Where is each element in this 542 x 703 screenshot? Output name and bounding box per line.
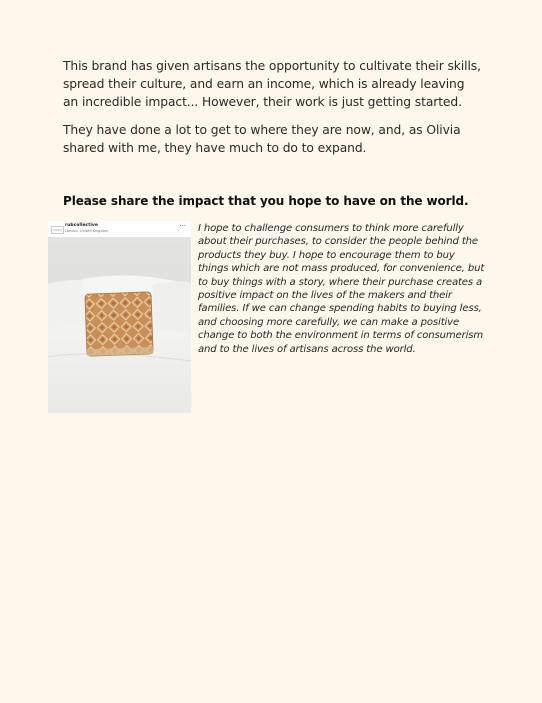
patterned-pillow <box>85 292 153 356</box>
back-pillow-right <box>152 281 191 335</box>
impact-question-heading: Please share the impact that you hope to have on the world. <box>63 194 469 208</box>
brand-logo-icon: LOGO <box>51 226 64 234</box>
intro-paragraph: This brand has given artisans the opportunity to cultivate their skills, spread their culture, and earn an income, which is already leaving an incredible impact... However, their work is just getting started. <box>63 59 481 109</box>
post-header <box>48 221 191 238</box>
pillow-on-bed-photo <box>48 237 191 413</box>
impact-answer-text: I hope to challenge consumers to think more carefully about their purchases, to consider the people behind the products they buy. I hope to encourage them to buy things which are not mass produced, for convenience, but to buy things with a story, where their purchase creates a positive impact on the lives of the makers and their families. If we can change spending habits to buying less, and choosing more carefully, we can make a positive change to both the environment in terms of consumerism and to the lives of artisans across the world. <box>198 223 485 355</box>
olivia-paragraph: They have done a lot to get to where they are now, and, as Olivia shared with me, they have much to do to expand. <box>63 123 461 155</box>
post-location: London, United Kingdom <box>65 229 109 233</box>
instagram-post-image <box>48 221 191 413</box>
account-name: rubcollective <box>65 223 98 228</box>
more-options-icon: ··· <box>179 222 186 230</box>
